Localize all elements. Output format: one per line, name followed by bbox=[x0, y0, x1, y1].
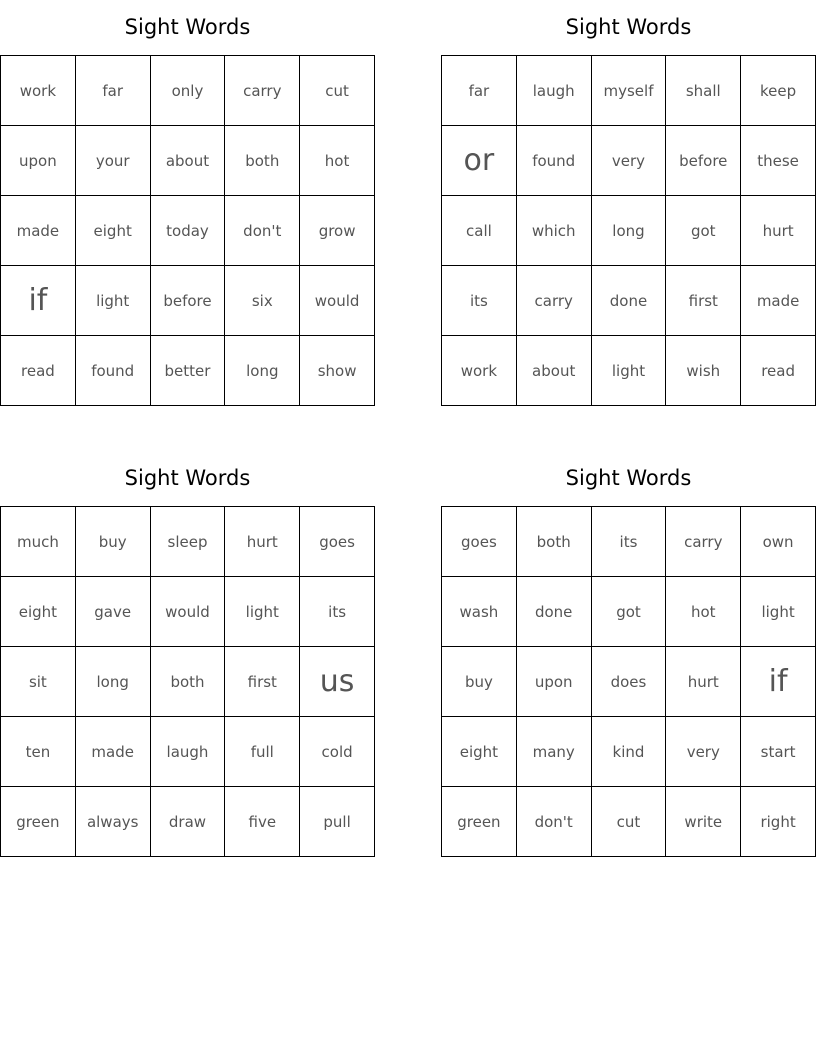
word-cell: today bbox=[151, 196, 226, 266]
word-cell: light bbox=[741, 577, 816, 647]
card-title: Sight Words bbox=[124, 466, 251, 490]
word-cell: eight bbox=[442, 717, 517, 787]
word-cell: upon bbox=[517, 647, 592, 717]
word-cell: us bbox=[300, 647, 375, 717]
word-cell: carry bbox=[225, 56, 300, 126]
word-cell: if bbox=[741, 647, 816, 717]
word-cell: five bbox=[225, 787, 300, 857]
word-cell: shall bbox=[666, 56, 741, 126]
word-cell: got bbox=[666, 196, 741, 266]
word-cell: carry bbox=[666, 507, 741, 577]
word-cell: read bbox=[741, 336, 816, 406]
word-cell: both bbox=[517, 507, 592, 577]
word-cell: right bbox=[741, 787, 816, 857]
bingo-card-4 bbox=[441, 451, 816, 857]
word-cell: don't bbox=[225, 196, 300, 266]
word-cell: many bbox=[517, 717, 592, 787]
word-grid bbox=[441, 55, 816, 406]
word-cell: draw bbox=[151, 787, 226, 857]
word-cell: green bbox=[442, 787, 517, 857]
word-cell: its bbox=[442, 266, 517, 336]
word-cell: better bbox=[151, 336, 226, 406]
word-cell: both bbox=[151, 647, 226, 717]
word-cell: which bbox=[517, 196, 592, 266]
word-cell: would bbox=[151, 577, 226, 647]
word-cell: laugh bbox=[517, 56, 592, 126]
word-cell: sit bbox=[1, 647, 76, 717]
word-cell: don't bbox=[517, 787, 592, 857]
word-cell: far bbox=[76, 56, 151, 126]
word-cell: far bbox=[442, 56, 517, 126]
word-cell: its bbox=[592, 507, 667, 577]
word-cell: wash bbox=[442, 577, 517, 647]
word-cell: made bbox=[76, 717, 151, 787]
word-cell: very bbox=[592, 126, 667, 196]
word-cell: always bbox=[76, 787, 151, 857]
word-cell: sleep bbox=[151, 507, 226, 577]
word-cell: done bbox=[517, 577, 592, 647]
word-cell: buy bbox=[442, 647, 517, 717]
word-cell: light bbox=[592, 336, 667, 406]
word-cell: before bbox=[151, 266, 226, 336]
word-cell: made bbox=[741, 266, 816, 336]
word-cell: does bbox=[592, 647, 667, 717]
word-cell: wish bbox=[666, 336, 741, 406]
word-cell: full bbox=[225, 717, 300, 787]
word-cell: grow bbox=[300, 196, 375, 266]
word-cell: first bbox=[225, 647, 300, 717]
word-cell: very bbox=[666, 717, 741, 787]
word-cell: keep bbox=[741, 56, 816, 126]
word-cell: about bbox=[151, 126, 226, 196]
word-cell: about bbox=[517, 336, 592, 406]
word-cell: cut bbox=[300, 56, 375, 126]
word-cell: hot bbox=[666, 577, 741, 647]
word-cell: long bbox=[592, 196, 667, 266]
word-grid bbox=[0, 55, 375, 406]
word-cell: light bbox=[225, 577, 300, 647]
bingo-card-3 bbox=[0, 451, 375, 857]
word-cell: green bbox=[1, 787, 76, 857]
word-cell: cut bbox=[592, 787, 667, 857]
word-cell: goes bbox=[300, 507, 375, 577]
word-cell: buy bbox=[76, 507, 151, 577]
word-cell: done bbox=[592, 266, 667, 336]
card-title: Sight Words bbox=[565, 466, 692, 490]
word-cell: before bbox=[666, 126, 741, 196]
word-cell: carry bbox=[517, 266, 592, 336]
word-cell: upon bbox=[1, 126, 76, 196]
bingo-card-2 bbox=[441, 0, 816, 406]
word-cell: read bbox=[1, 336, 76, 406]
word-cell: long bbox=[76, 647, 151, 717]
word-cell: made bbox=[1, 196, 76, 266]
word-cell: show bbox=[300, 336, 375, 406]
word-cell: work bbox=[442, 336, 517, 406]
word-cell: write bbox=[666, 787, 741, 857]
card-title: Sight Words bbox=[565, 15, 692, 39]
bingo-card-1 bbox=[0, 0, 375, 406]
word-cell: light bbox=[76, 266, 151, 336]
word-cell: cold bbox=[300, 717, 375, 787]
word-cell: pull bbox=[300, 787, 375, 857]
word-cell: hurt bbox=[741, 196, 816, 266]
word-cell: gave bbox=[76, 577, 151, 647]
word-cell: hurt bbox=[225, 507, 300, 577]
word-cell: these bbox=[741, 126, 816, 196]
word-cell: eight bbox=[1, 577, 76, 647]
word-cell: hot bbox=[300, 126, 375, 196]
word-cell: first bbox=[666, 266, 741, 336]
word-cell: goes bbox=[442, 507, 517, 577]
word-cell: only bbox=[151, 56, 226, 126]
card-title: Sight Words bbox=[124, 15, 251, 39]
word-cell: if bbox=[1, 266, 76, 336]
word-cell: kind bbox=[592, 717, 667, 787]
word-cell: your bbox=[76, 126, 151, 196]
word-cell: got bbox=[592, 577, 667, 647]
word-cell: own bbox=[741, 507, 816, 577]
word-cell: found bbox=[517, 126, 592, 196]
word-grid bbox=[441, 506, 816, 857]
word-grid bbox=[0, 506, 375, 857]
word-cell: myself bbox=[592, 56, 667, 126]
word-cell: six bbox=[225, 266, 300, 336]
word-cell: its bbox=[300, 577, 375, 647]
word-cell: both bbox=[225, 126, 300, 196]
word-cell: found bbox=[76, 336, 151, 406]
word-cell: long bbox=[225, 336, 300, 406]
word-cell: or bbox=[442, 126, 517, 196]
word-cell: start bbox=[741, 717, 816, 787]
word-cell: call bbox=[442, 196, 517, 266]
word-cell: would bbox=[300, 266, 375, 336]
word-cell: much bbox=[1, 507, 76, 577]
word-cell: ten bbox=[1, 717, 76, 787]
word-cell: laugh bbox=[151, 717, 226, 787]
word-cell: work bbox=[1, 56, 76, 126]
word-cell: hurt bbox=[666, 647, 741, 717]
word-cell: eight bbox=[76, 196, 151, 266]
